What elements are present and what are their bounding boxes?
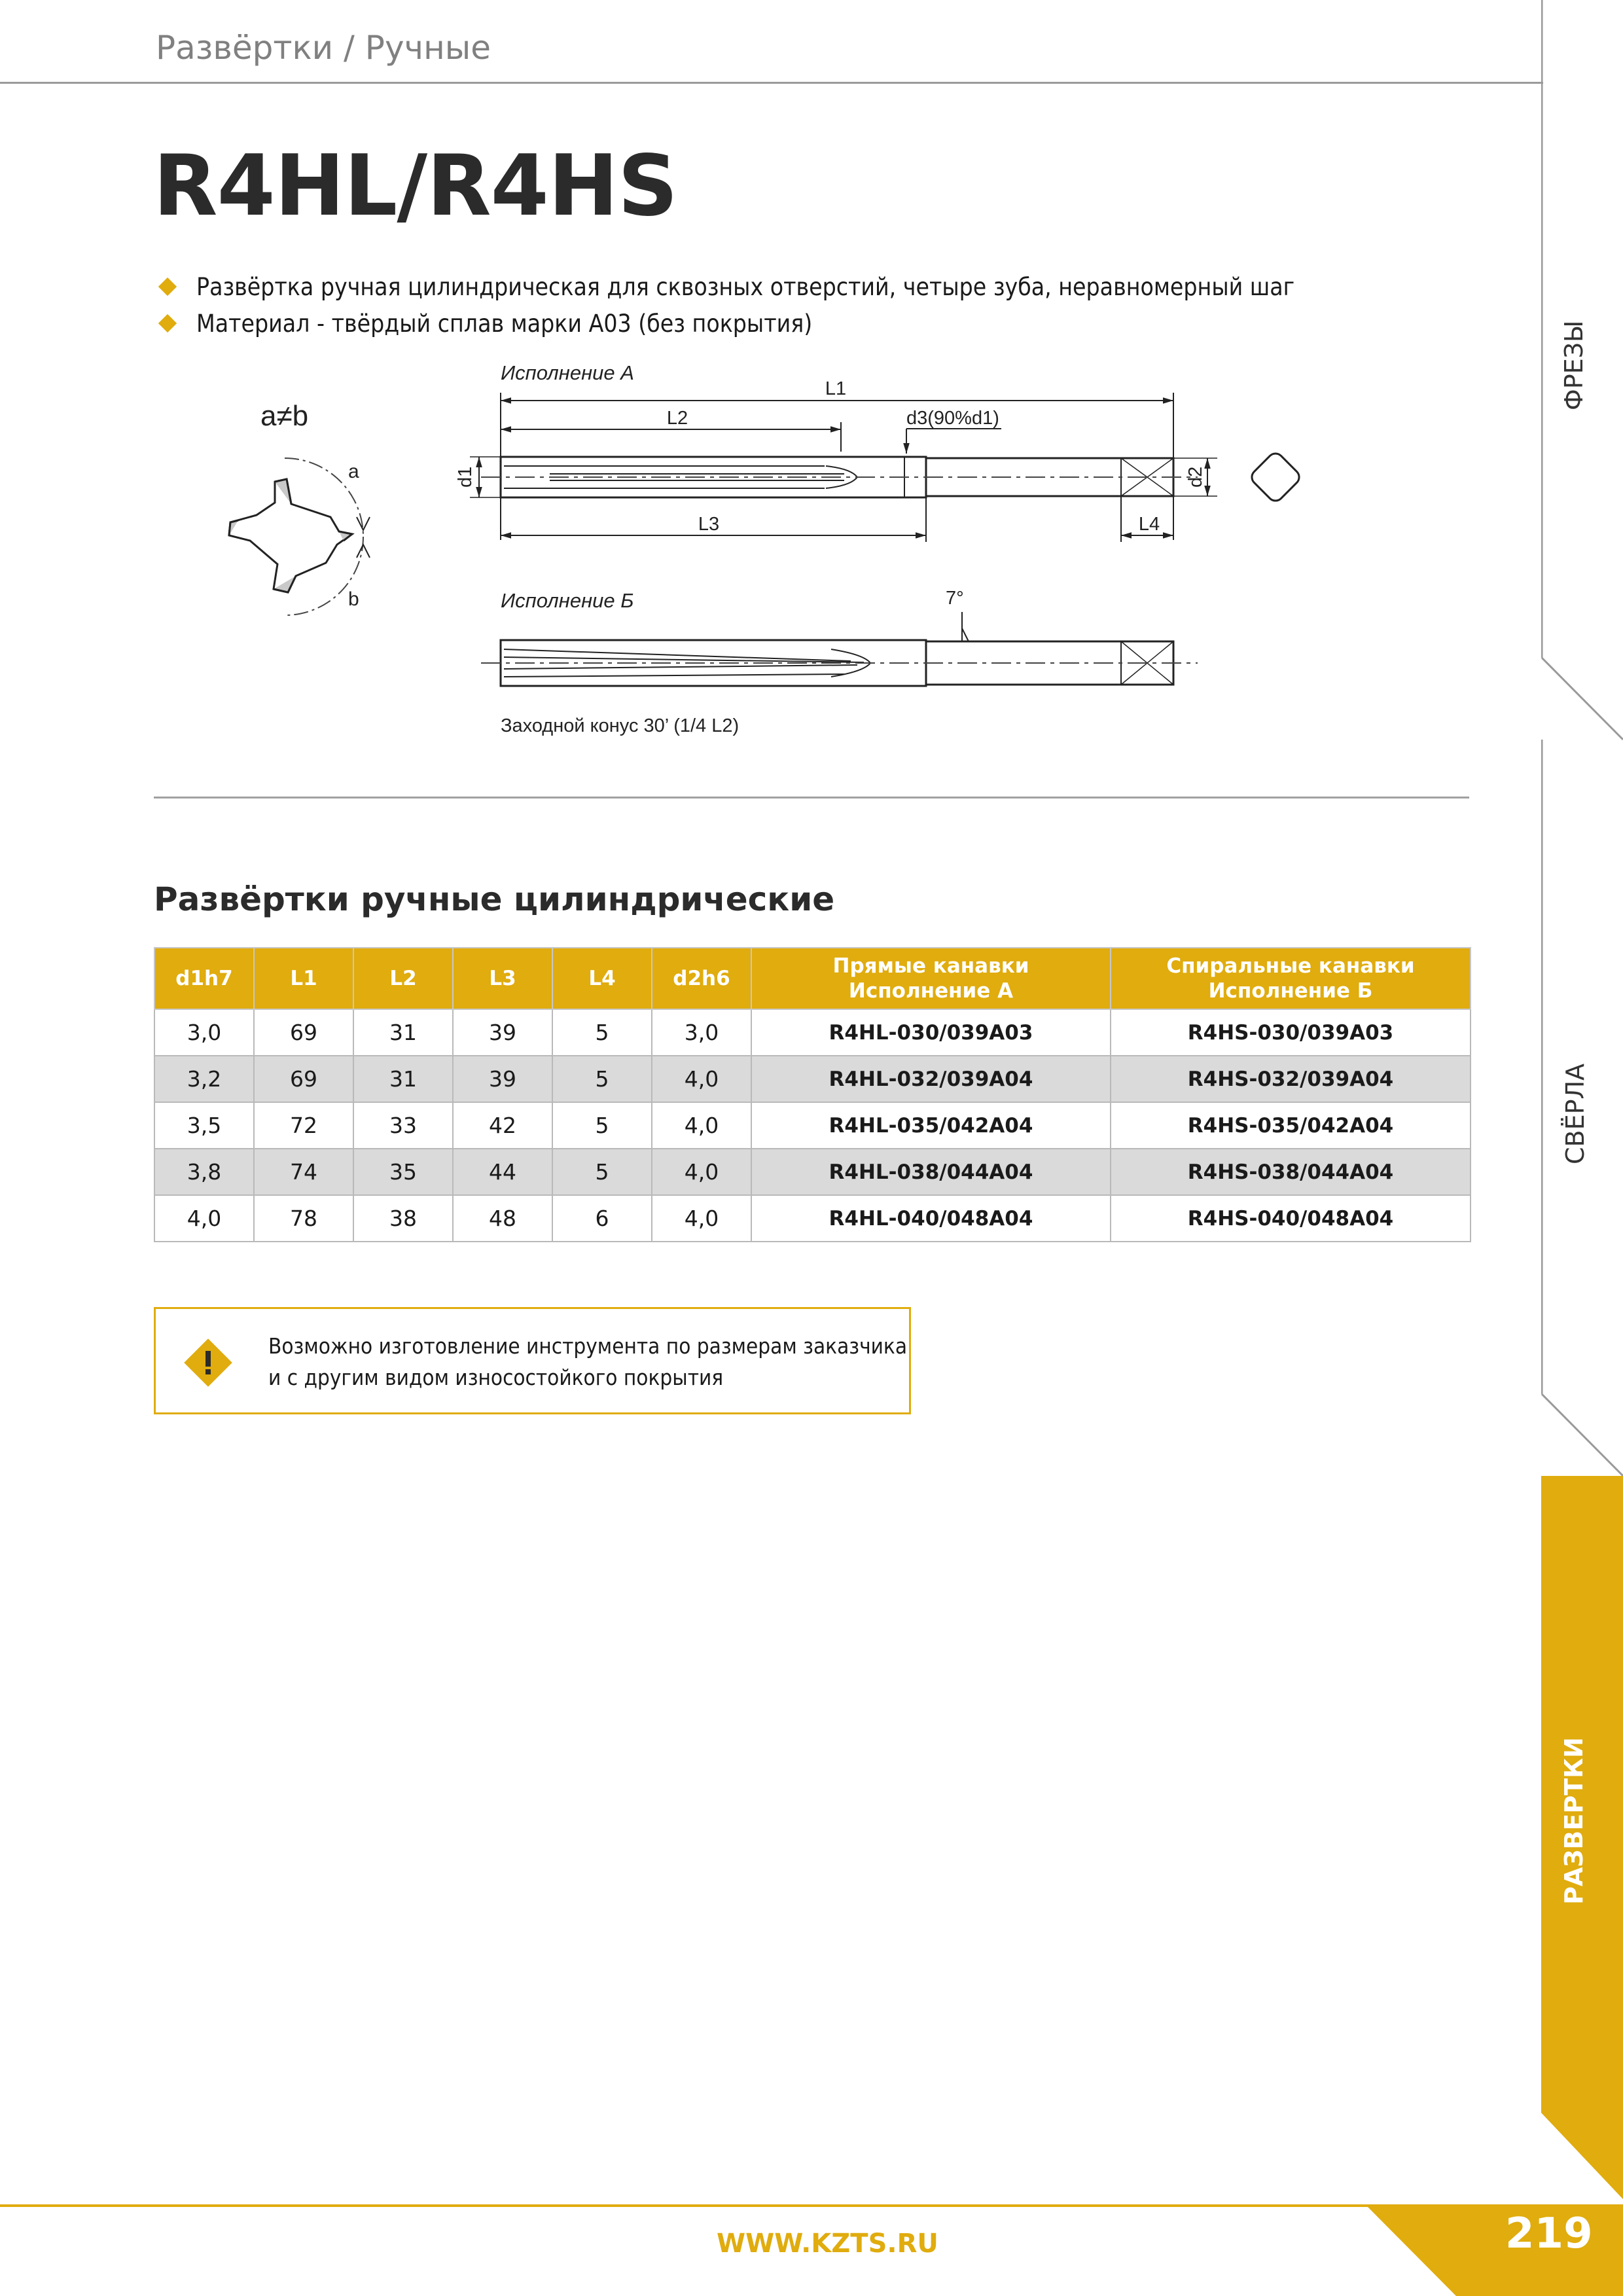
column-header: L2 (353, 948, 453, 1009)
footer-website-link[interactable]: WWW.KZTS.RU (717, 2229, 938, 2259)
table-cell: 78 (254, 1195, 353, 1242)
table-row (154, 1102, 1471, 1149)
column-header-line: Исполнение Б (1208, 979, 1373, 1003)
column-header: d2h6 (652, 948, 751, 1009)
section-title: Развёртки ручные цилиндрические (154, 880, 835, 918)
table-cell: 39 (453, 1009, 552, 1056)
table-cell: 33 (353, 1102, 453, 1149)
dim-l3: L3 (698, 514, 720, 535)
column-header: L3 (453, 948, 552, 1009)
product-code: R4HS-030/039A03 (1111, 1009, 1471, 1056)
product-code: R4HL-035/042A04 (751, 1102, 1111, 1149)
table-cell: 31 (353, 1009, 453, 1056)
table-cell: 5 (552, 1102, 652, 1149)
page-number: 219 (1505, 2210, 1593, 2258)
table-cell: 48 (453, 1195, 552, 1242)
product-code: R4HL-032/039A04 (751, 1056, 1111, 1102)
table-cell: 4,0 (652, 1056, 751, 1102)
table-cell: 5 (552, 1149, 652, 1195)
pitch-label: a≠b (260, 400, 309, 432)
table-cell: 35 (353, 1149, 453, 1195)
table-cell: 3,5 (154, 1102, 254, 1149)
product-code: R4HL-038/044A04 (751, 1149, 1111, 1195)
table-cell: 38 (353, 1195, 453, 1242)
label-b: b (348, 588, 359, 610)
tab-drills[interactable]: СВЁРЛА (1561, 1063, 1590, 1164)
column-header: L4 (552, 948, 652, 1009)
table-row (154, 1056, 1471, 1102)
table-row (154, 1195, 1471, 1242)
cross-section-view (229, 400, 370, 615)
column-header: d1h7 (154, 948, 254, 1009)
section-divider (154, 797, 1469, 798)
dim-l1: L1 (825, 378, 847, 399)
feature-text: Материал - твёрдый сплав марки А03 (без покрытия) (196, 309, 813, 338)
dim-d2: d2 (1185, 466, 1206, 488)
product-code: R4HL-030/039A03 (751, 1009, 1111, 1056)
table-cell: 31 (353, 1056, 453, 1102)
table-cell: 39 (453, 1056, 552, 1102)
angle-label: 7° (946, 588, 964, 609)
variant-b-label: Исполнение Б (501, 589, 634, 612)
notice-text (268, 1331, 907, 1393)
specification-table (154, 947, 1471, 1242)
table-cell: 69 (254, 1056, 353, 1102)
tab-reamers[interactable]: РАЗВЕРТКИ (1560, 1737, 1588, 1905)
table-row (154, 1149, 1471, 1195)
product-code: R4HS-032/039A04 (1111, 1056, 1471, 1102)
table-cell: 5 (552, 1009, 652, 1056)
dim-d1: d1 (455, 466, 476, 488)
table-cell: 42 (453, 1102, 552, 1149)
table-cell: 4,0 (652, 1195, 751, 1242)
table-cell: 4,0 (652, 1149, 751, 1195)
column-header: L1 (254, 948, 353, 1009)
notice-box (154, 1307, 911, 1414)
product-code: R4HS-035/042A04 (1111, 1102, 1471, 1149)
table-cell: 3,8 (154, 1149, 254, 1195)
table-cell: 6 (552, 1195, 652, 1242)
notice-line: Возможно изготовление инструмента по размерам заказчика (268, 1333, 908, 1359)
feature-text: Развёртка ручная цилиндрическая для сквозных отверстий, четыре зуба, неравномерный шаг (196, 272, 1295, 301)
notice-line: и с другим видом износостойкого покрытия (268, 1365, 724, 1390)
column-header-straight (751, 948, 1111, 1009)
table-row (154, 1009, 1471, 1056)
table-cell: 5 (552, 1056, 652, 1102)
table-cell: 4,0 (652, 1102, 751, 1149)
breadcrumb: Развёртки / Ручные (156, 29, 491, 67)
tab-mills[interactable]: ФРЕЗЫ (1560, 320, 1588, 410)
product-code: R4HS-038/044A04 (1111, 1149, 1471, 1195)
product-code: R4HL-040/048A04 (751, 1195, 1111, 1242)
page-title: R4HL/R4HS (153, 137, 677, 235)
dim-l2: L2 (666, 408, 688, 429)
column-header-line: Прямые канавки (832, 954, 1029, 978)
table-cell: 3,0 (154, 1009, 254, 1056)
table-cell: 69 (254, 1009, 353, 1056)
label-a: a (348, 461, 359, 482)
dim-d3: d3(90%d1) (906, 408, 999, 429)
table-cell: 3,0 (652, 1009, 751, 1056)
technical-drawing (0, 0, 1623, 785)
table-cell: 74 (254, 1149, 353, 1195)
table-cell: 3,2 (154, 1056, 254, 1102)
dim-l4: L4 (1138, 514, 1160, 535)
product-code: R4HS-040/048A04 (1111, 1195, 1471, 1242)
warning-icon (183, 1338, 233, 1388)
column-header-line: Спиральные канавки (1166, 954, 1415, 978)
column-header-line: Исполнение А (848, 979, 1014, 1003)
table-cell: 44 (453, 1149, 552, 1195)
table-header-row (154, 948, 1471, 1009)
column-header-spiral (1111, 948, 1471, 1009)
table-cell: 4,0 (154, 1195, 254, 1242)
table-cell: 72 (254, 1102, 353, 1149)
variant-a-drawing (455, 361, 1302, 542)
variant-b-drawing (481, 588, 1198, 736)
variant-a-label: Исполнение А (501, 361, 634, 384)
cone-note: Заходной конус 30’ (1/4 L2) (501, 715, 740, 736)
